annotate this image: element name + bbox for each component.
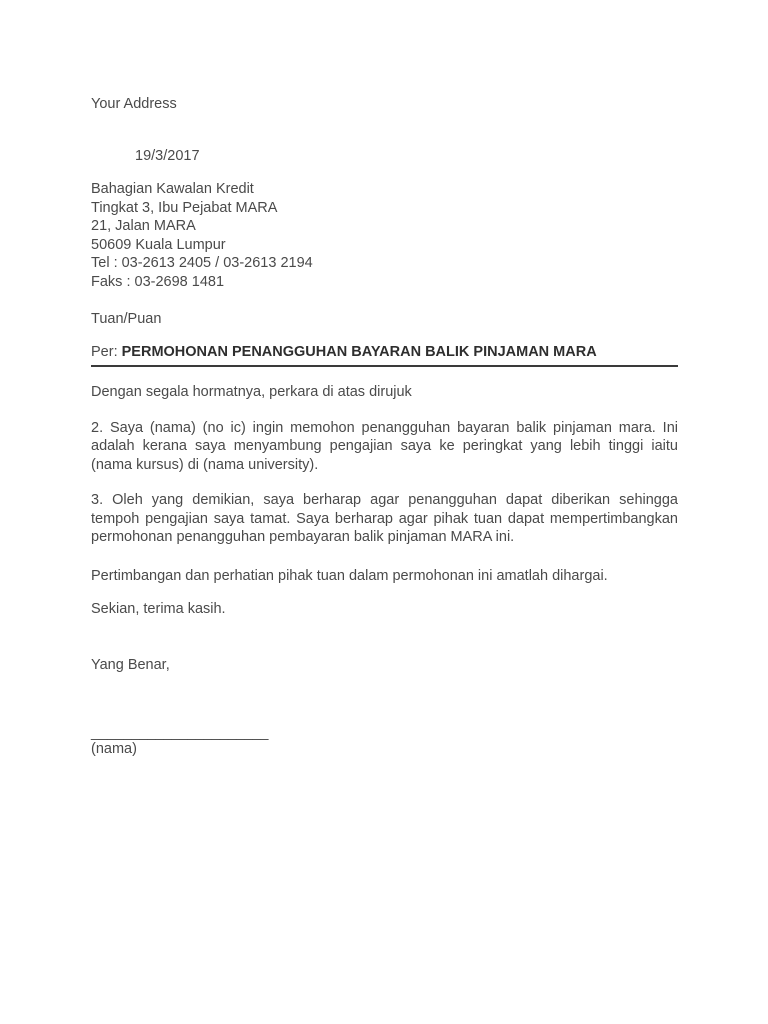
recipient-line: Bahagian Kawalan Kredit (91, 181, 254, 197)
salutation: Tuan/Puan (91, 311, 162, 327)
recipient-line: 50609 Kuala Lumpur (91, 236, 226, 253)
letter-date: 19/3/2017 (135, 147, 200, 164)
recipient-line: Tingkat 3, Ibu Pejabat MARA (91, 199, 278, 216)
sender-address: Your Address (91, 96, 177, 112)
signature-name-placeholder: (nama) (91, 741, 137, 757)
recipient-fax-line: Faks : 03-2698 1481 (91, 273, 225, 290)
recipient-address-block (91, 180, 678, 291)
thanks-line: Sekian, terima kasih. (91, 601, 226, 617)
closing-line: Yang Benar, (91, 656, 170, 673)
opening-paragraph: Dengan segala hormatnya, perkara di atas dirujuk (91, 384, 412, 400)
signature-block (91, 726, 678, 759)
recipient-line: 21, Jalan MARA (91, 218, 196, 234)
appreciation-paragraph: Pertimbangan dan perhatian pihak tuan dalam permohonan ini amatlah dihargai. (91, 567, 608, 584)
subject-title: PERMOHONAN PENANGGUHAN BAYARAN BALIK PINJAMAN MARA (121, 343, 597, 360)
body-paragraph-3: 3. Oleh yang demikian, saya berharap agar penangguhan dapat diberikan sehingga tempoh pengajian saya tamat. Saya berharap agar pihak tuan dapat mempertimbangkan permohonan penangguhan pembayaran balik pinjaman MARA ini. (91, 492, 678, 545)
signature-rule: ______________________ (91, 725, 269, 741)
subject-prefix: Per: (91, 343, 118, 360)
body-paragraph-2: 2. Saya (nama) (no ic) ingin memohon penangguhan bayaran balik pinjaman mara. Ini adalah kerana saya menyambung pengajian saya ke peringkat yang lebih tinggi iaitu (nama kursus) di (nama university). (91, 419, 678, 473)
recipient-phone-line: Tel : 03-2613 2405 / 03-2613 2194 (91, 255, 313, 271)
subject-line (91, 343, 678, 368)
